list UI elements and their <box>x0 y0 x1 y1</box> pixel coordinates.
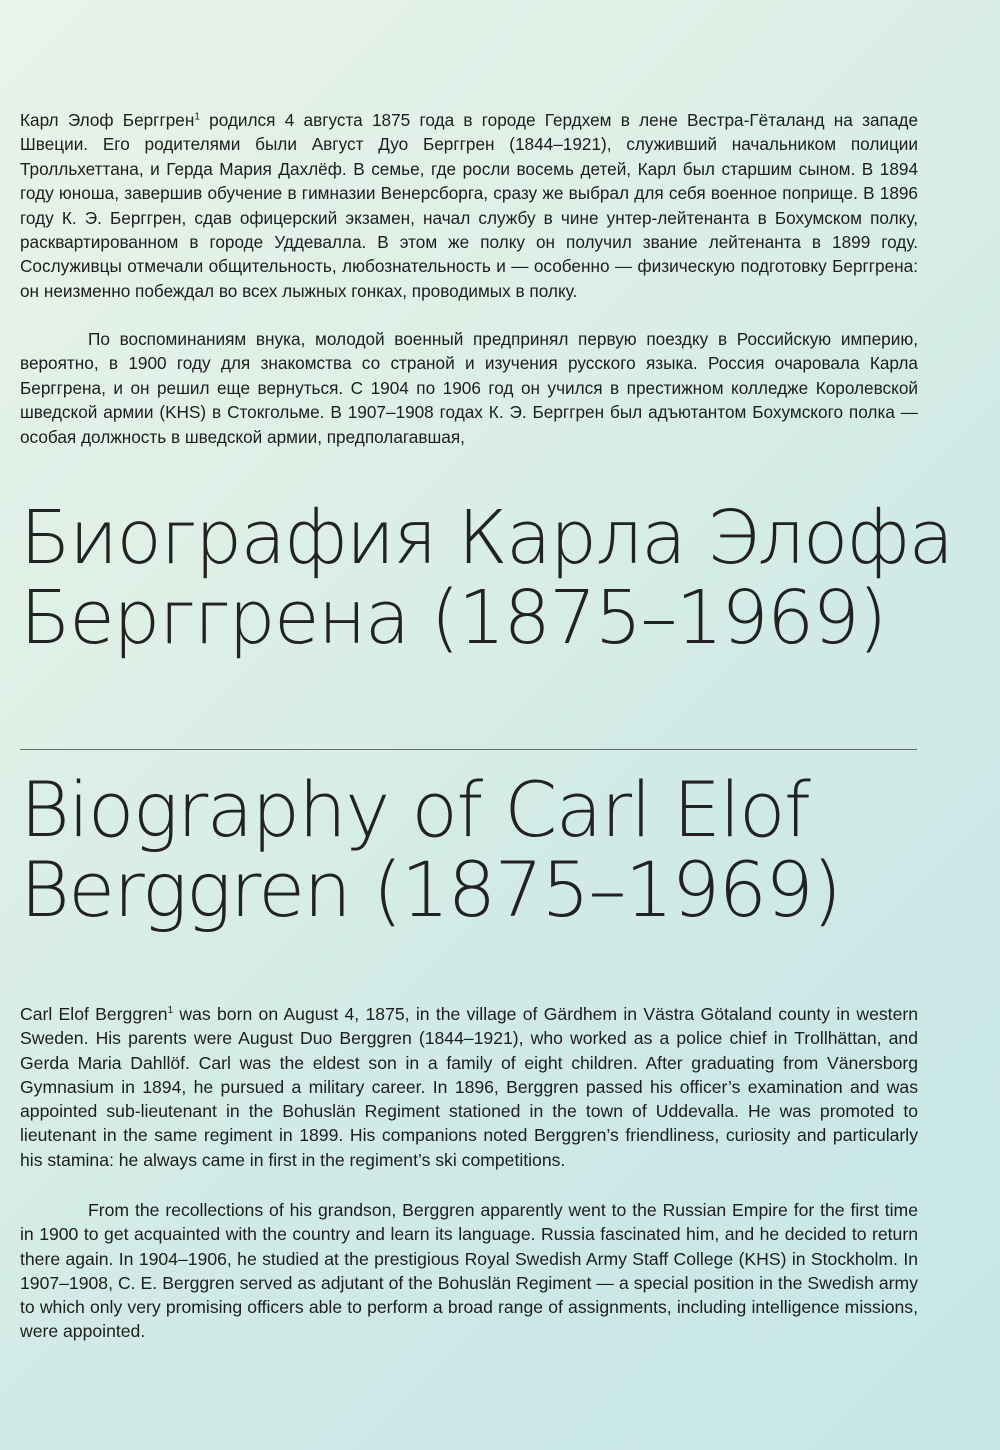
title-russian: Биография Карла Элофа Берггрена (1875–1969) <box>20 495 953 661</box>
russian-paragraph-1 <box>20 108 918 303</box>
english-paragraph-2: From the recollections of his grandson, Berggren apparently went to the Russian Empire for the first time in 1900 to get acquainted with the country and learn its language. Russia fascinated him, and he decided to return there again. In 1904–1906, he studied at the prestigious Royal Swedish Army Staff College (KHS) in Stockholm. In 1907–1908, C. E. Berggren served as adjutant of the Bohuslän Regiment — a special position in the Swedish army to which only very promising officers able to perform a broad range of assignments, including intelligence missions, were appointed. <box>20 1200 918 1342</box>
ru-name: Карл Элоф Берггрен <box>20 110 195 130</box>
russian-paragraph-2: По воспоминаниям внука, молодой военный предпринял первую поездку в Российскую империю, вероятно, в 1900 году для знакомства со страной и изучения русского языка. Россия очаровала Карла Берггрена, и он решил еще вернуться. С 1904 по 1906 год он учился в престижном колледже Королевской шведской армии (KHS) в Стокгольме. В 1907–1908 годах К. Э. Берггрен был адъютантом Бохумского полка — особая должность в шведской армии, предполагавшая, <box>20 329 918 447</box>
en-name: Carl Elof Berggren <box>20 1004 168 1024</box>
footnote-ref: 1 <box>194 111 200 123</box>
footnote-ref: 1 <box>167 1005 174 1017</box>
ru-paragraph-1-text: родился 4 августа 1875 года в городе Гердхем в лене Вестра-Гёталанд на западе Швеции. Его родителями были Август Дуо Берггрен (1844–1921), служивший начальником полиции Тролльхеттана, и Герда Мария Дахлёф. В семье, где росли восемь детей, Карл был старшим сыном. В 1894 году юноша, завершив обучение в гимназии Венерсборга, сразу же выбрал для себя военное поприще. В 1896 году К. Э. Берггрен, сдав офицерский экзамен, начал службу в чине унтер-лейтенанта в Бохумском полку, расквартированном в городе Уддевалла. В этом же полку он получил звание лейтенанта в 1899 году. Сослуживцы отмечали общительность, любознательность и — особенно — физическую подготовку Берггрена: он неизменно побеждал во всех лыжных гонках, проводимых в полку. <box>20 110 919 301</box>
english-paragraph-1 <box>20 1002 918 1172</box>
en-paragraph-1-text: was born on August 4, 1875, in the village of Gärdhem in Västra Götaland county in western Sweden. His parents were August Duo Berggren (1844–1921), who worked as a police chief in Trollhättan, and Gerda Maria Dahllöf. Carl was the eldest son in a family of eight children. After graduating from Vänersborg Gymnasium in 1894, he pursued a military career. In 1896, Berggren passed his officer’s examination and was appointed sub-lieutenant in the Bohuslän Regiment stationed in the town of Uddevalla. He was promoted to lieutenant in the same regiment in 1899. His companions noted Berggren’s friendliness, curiosity and particularly his stamina: he always came in first in the regiment’s ski competitions. <box>20 1004 918 1170</box>
title-divider <box>20 749 917 750</box>
title-english: Biography of Carl Elof Berggren (1875–1969) <box>20 765 841 934</box>
